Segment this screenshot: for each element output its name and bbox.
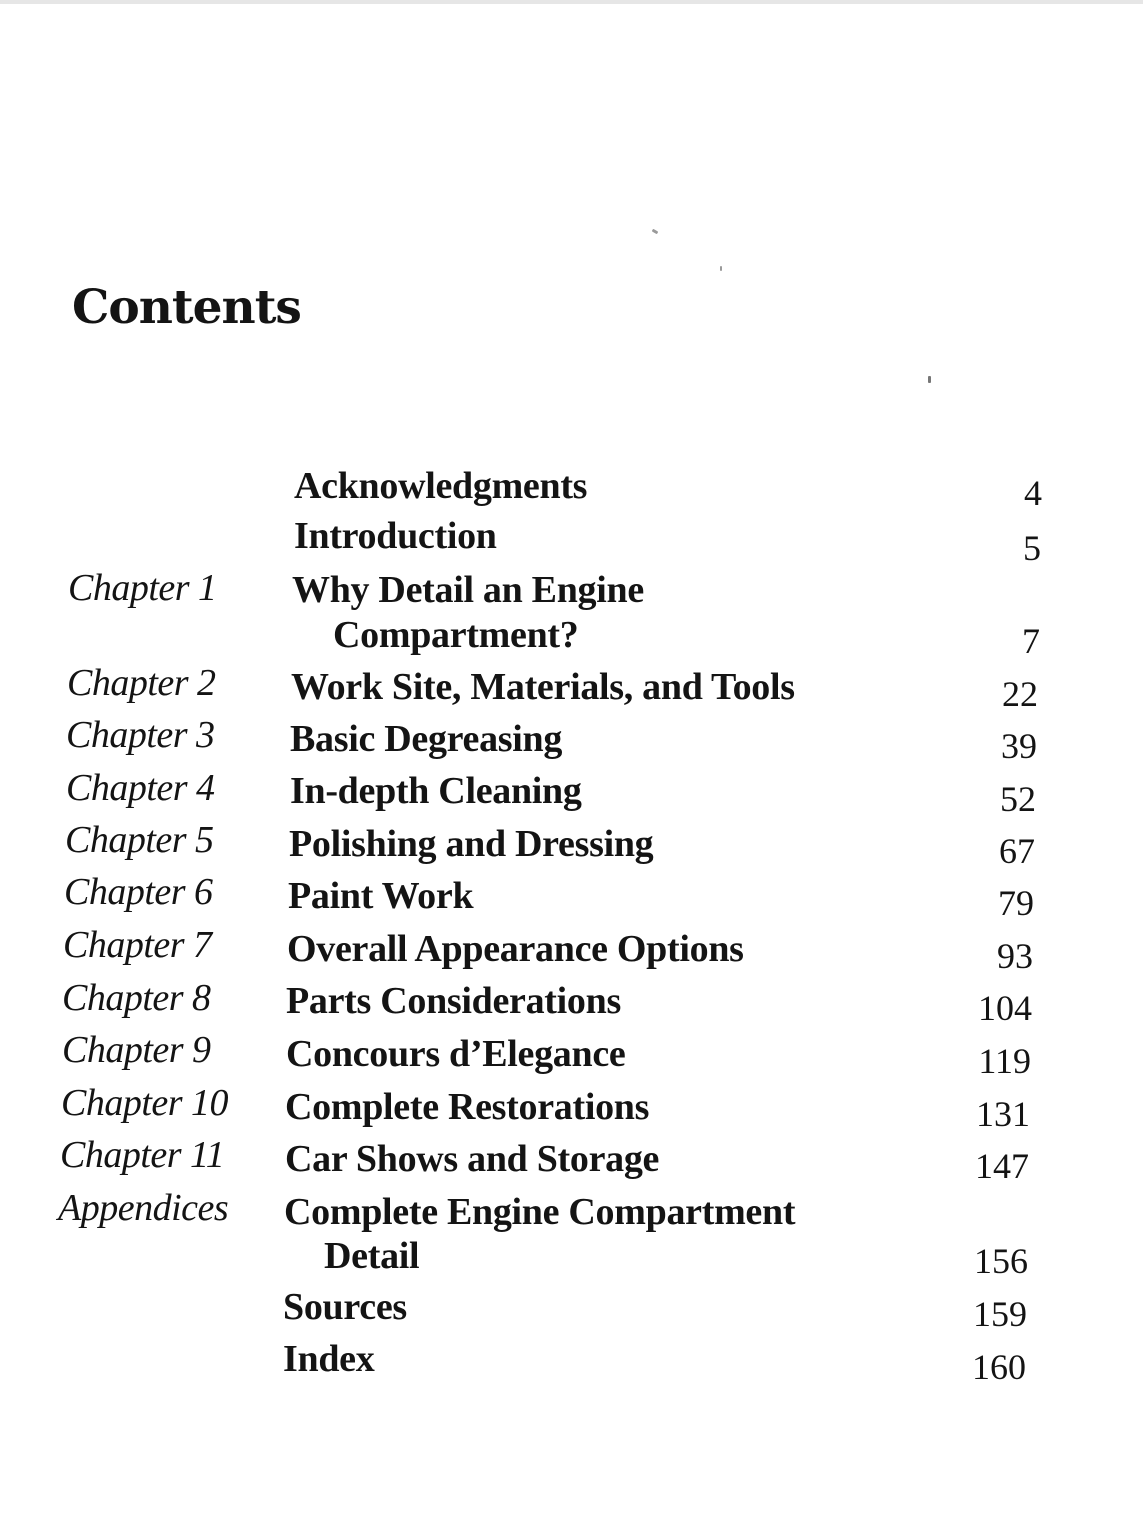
toc-title-appendices-cont[interactable]: Detail (324, 1235, 420, 1277)
toc-page-chapter-10: 131 (976, 1094, 1030, 1134)
toc-title-introduction[interactable]: Introduction (294, 515, 497, 557)
toc-title-chapter-10[interactable]: Complete Restorations (285, 1086, 650, 1128)
toc-label-chapter-1: Chapter 1 (68, 567, 217, 609)
toc-title-chapter-7[interactable]: Overall Appearance Options (287, 928, 744, 970)
toc-title-chapter-1-cont[interactable]: Compartment? (333, 614, 579, 656)
toc-label-chapter-9: Chapter 9 (62, 1029, 211, 1071)
toc-page-sources: 159 (973, 1294, 1027, 1334)
toc-title-chapter-5[interactable]: Polishing and Dressing (289, 823, 654, 865)
toc-label-appendices: Appendices (58, 1187, 229, 1229)
toc-label-chapter-5: Chapter 5 (65, 819, 214, 861)
toc-title-sources[interactable]: Sources (283, 1286, 407, 1328)
toc-page-chapter-6: 79 (998, 883, 1034, 923)
toc-title-acknowledgments[interactable]: Acknowledgments (294, 465, 588, 507)
toc-label-chapter-7: Chapter 7 (63, 924, 212, 966)
toc-page-chapter-9: 119 (978, 1041, 1031, 1081)
toc-title-index[interactable]: Index (283, 1338, 375, 1380)
toc-title-chapter-1[interactable]: Why Detail an Engine (292, 569, 644, 611)
page-title: Contents (72, 280, 301, 335)
toc-label-chapter-8: Chapter 8 (62, 977, 211, 1019)
toc-page-acknowledgments: 4 (1024, 473, 1042, 513)
toc-title-chapter-4[interactable]: In-depth Cleaning (290, 770, 582, 812)
toc-page-appendices: 156 (974, 1241, 1028, 1281)
toc-page-chapter-8: 104 (978, 988, 1032, 1028)
toc-title-appendices[interactable]: Complete Engine Compartment (284, 1191, 796, 1233)
toc-title-chapter-3[interactable]: Basic Degreasing (290, 718, 563, 760)
scan-speck (928, 376, 931, 383)
toc-page-chapter-4: 52 (1000, 779, 1036, 819)
toc-title-chapter-9[interactable]: Concours d’Elegance (286, 1033, 626, 1075)
toc-title-chapter-2[interactable]: Work Site, Materials, and Tools (291, 666, 795, 708)
toc-label-chapter-11: Chapter 11 (60, 1134, 225, 1176)
toc-label-chapter-2: Chapter 2 (67, 662, 216, 704)
toc-title-chapter-11[interactable]: Car Shows and Storage (285, 1138, 660, 1180)
toc-label-chapter-10: Chapter 10 (61, 1082, 229, 1124)
toc-page-chapter-7: 93 (997, 936, 1033, 976)
toc-title-chapter-6[interactable]: Paint Work (288, 875, 474, 917)
scan-speck (720, 266, 722, 271)
toc-page-chapter-3: 39 (1001, 726, 1037, 766)
toc-page-chapter-2: 22 (1002, 674, 1038, 714)
toc-page-chapter-11: 147 (975, 1146, 1029, 1186)
toc-page-index: 160 (972, 1347, 1026, 1387)
toc-label-chapter-6: Chapter 6 (64, 871, 213, 913)
toc-page-introduction: 5 (1023, 528, 1041, 568)
toc-title-chapter-8[interactable]: Parts Considerations (286, 980, 621, 1022)
toc-label-chapter-3: Chapter 3 (66, 714, 215, 756)
toc-page-chapter-1: 7 (1022, 621, 1040, 661)
toc-page-chapter-5: 67 (999, 831, 1035, 871)
toc-label-chapter-4: Chapter 4 (66, 767, 215, 809)
